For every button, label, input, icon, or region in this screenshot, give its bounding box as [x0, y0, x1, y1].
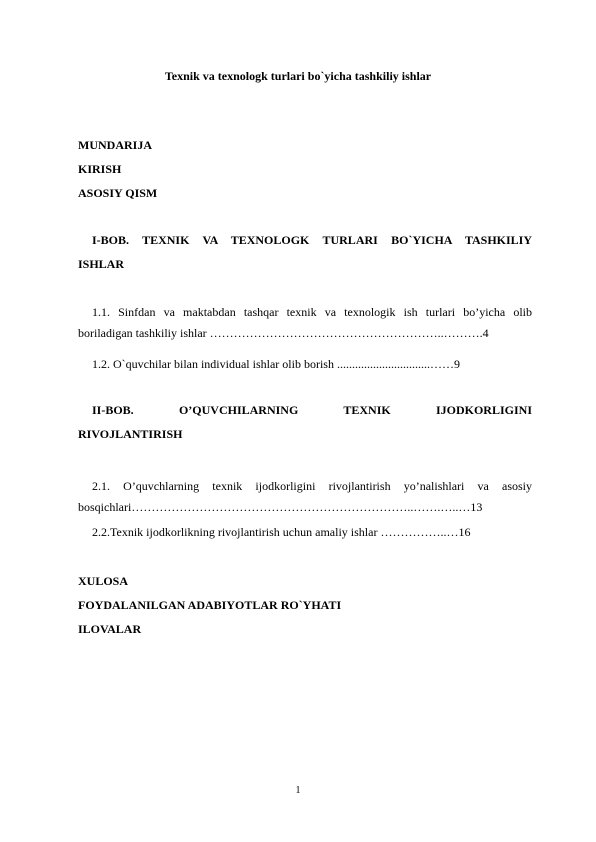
toc-main-part: ASOSIY QISM	[78, 186, 158, 200]
chapter-2-title-line2: RIVOJLANTIRISH	[78, 427, 183, 441]
chapter-1-title-line1: I-BOB. TEXNIK VA TEXNOLOGK TURLARI BO`YICHA TASHKILIY	[92, 233, 532, 247]
toc-section-2-1	[78, 476, 532, 518]
toc-intro: KIRISH	[78, 162, 122, 176]
toc-chapter-2	[78, 398, 532, 446]
chapter-1-title-line2: ISHLAR	[78, 257, 125, 271]
toc-conclusion: XULOSA	[78, 574, 129, 588]
section-2-1-line2: bosqichlari……………………………………………………………..…….…..…13	[78, 500, 483, 514]
section-1-1-line2: boriladigan tashkiliy ishlar …………………………………………………..……….4	[78, 326, 489, 340]
toc-section-2-2: 2.2.Texnik ijodkorlikning rivojlantirish uchun amaliy ishlar ……………..…16	[92, 525, 471, 539]
section-1-1-line1: 1.1. Sinfdan va maktabdan tashqar texnik va texnologik ish turlari bo’yicha olib	[92, 305, 532, 319]
toc-references: FOYDALANILGAN ADABIYOTLAR RO`YHATI	[78, 598, 342, 612]
toc-section-1-1	[78, 302, 532, 344]
toc-heading: MUNDARIJA	[78, 138, 152, 152]
toc-appendices: ILOVALAR	[78, 622, 142, 636]
section-2-1-line1: 2.1. O’quvchlarning texnik ijodkorligini rivojlantirish yo’nalishlari va asosiy	[92, 479, 532, 493]
toc-chapter-1	[78, 228, 532, 276]
toc-section-1-2: 1.2. O`quvchilar bilan individual ishlar olib borish ...............................……9	[92, 357, 460, 371]
page-number: 1	[295, 785, 301, 796]
chapter-2-title-line1: II-BOB. O’QUVCHILARNING TEXNIK IJODKORLIGINI	[92, 403, 532, 417]
page-title: Texnik va texnologk turlari bo`yicha tashkiliy ishlar	[164, 69, 432, 83]
